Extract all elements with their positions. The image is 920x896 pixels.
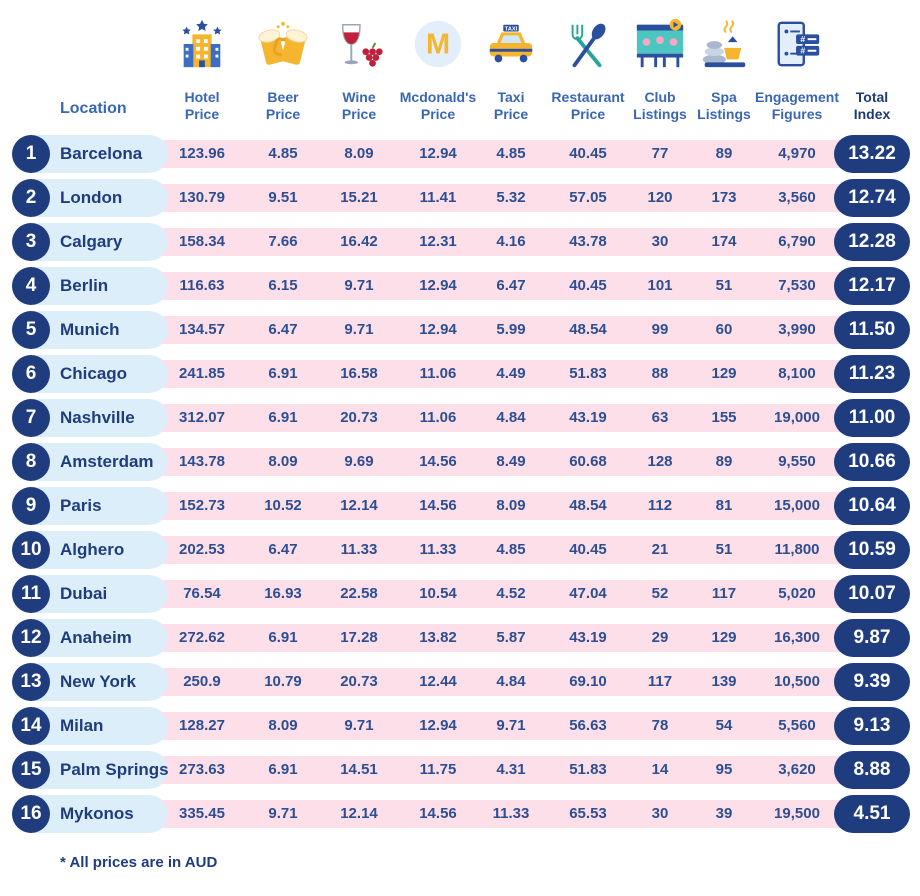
cell-beer: 10.52	[264, 497, 302, 514]
cell-taxi: 9.71	[496, 717, 526, 734]
taxi-icon	[483, 16, 539, 72]
cell-mcdonalds: 14.56	[419, 453, 457, 470]
cell-hotel: 158.34	[179, 233, 225, 250]
cell-taxi: 11.33	[492, 805, 530, 822]
cell-restaurant: 43.19	[569, 629, 607, 646]
cell-wine: 16.58	[340, 365, 378, 382]
rank-badge: 12	[12, 619, 50, 657]
cell-spa: 173	[711, 189, 737, 206]
cell-engagement: 6,790	[778, 233, 816, 250]
cell-wine: 8.09	[344, 145, 374, 162]
cell-club: 78	[651, 717, 669, 734]
cell-mcdonalds: 12.31	[419, 233, 457, 250]
table-row	[0, 267, 920, 305]
cell-beer: 4.85	[268, 145, 298, 162]
cell-spa: 129	[711, 365, 737, 382]
cell-beer: 10.79	[264, 673, 302, 690]
cell-engagement: 15,000	[774, 497, 820, 514]
table-row	[0, 135, 920, 173]
engagement-icon	[770, 16, 826, 72]
cell-club: 63	[651, 409, 669, 426]
cell-engagement: 8,100	[778, 365, 816, 382]
column-header-restaurant	[546, 86, 630, 126]
column-header-engagement-line: Engagement	[754, 89, 839, 105]
cell-restaurant: 43.19	[569, 409, 607, 426]
cell-mcdonalds: 11.06	[419, 409, 457, 426]
cell-wine: 17.28	[340, 629, 378, 646]
column-header-spa-line: Spa	[711, 89, 737, 105]
cell-restaurant: 47.04	[569, 585, 607, 602]
cell-taxi: 8.49	[496, 453, 526, 470]
column-header-taxi-line: Price	[493, 106, 529, 122]
cell-engagement: 5,020	[778, 585, 816, 602]
cell-club: 88	[651, 365, 669, 382]
cell-hotel: 335.45	[179, 805, 225, 822]
cell-spa: 51	[715, 277, 733, 294]
column-header-spa-line: Listings	[697, 106, 751, 122]
column-header-wine	[329, 86, 389, 126]
location-name: Calgary	[60, 232, 123, 251]
column-header-club	[630, 86, 690, 126]
table-row	[0, 707, 920, 745]
mcdonalds-icon	[410, 16, 466, 72]
cell-beer: 6.91	[268, 365, 298, 382]
total-index-badge: 10.66	[834, 443, 910, 481]
total-index-badge: 9.13	[834, 707, 910, 745]
cell-club: 14	[651, 761, 669, 778]
total-index-badge: 12.74	[834, 179, 910, 217]
table-row	[0, 223, 920, 261]
cell-beer: 7.66	[268, 233, 298, 250]
cell-hotel: 312.07	[179, 409, 225, 426]
rank-badge: 15	[12, 751, 50, 789]
cell-club: 112	[647, 497, 673, 514]
cell-mcdonalds: 10.54	[419, 585, 457, 602]
cell-beer: 6.15	[268, 277, 298, 294]
wine-icon	[332, 16, 388, 72]
cell-restaurant: 40.45	[569, 277, 607, 294]
cell-engagement: 3,990	[778, 321, 816, 338]
total-index-badge: 8.88	[834, 751, 910, 789]
cell-mcdonalds: 12.94	[419, 717, 457, 734]
location-name: Barcelona	[60, 144, 143, 163]
cell-taxi: 4.84	[496, 673, 526, 690]
cell-restaurant: 40.45	[569, 541, 607, 558]
cell-mcdonalds: 12.94	[419, 145, 457, 162]
column-header-total	[842, 86, 902, 126]
cell-wine: 14.51	[340, 761, 378, 778]
table-row	[0, 751, 920, 789]
table-row	[0, 399, 920, 437]
rank-badge: 13	[12, 663, 50, 701]
total-index-badge: 10.07	[834, 575, 910, 613]
location-name: Mykonos	[60, 804, 134, 823]
location-name: New York	[60, 672, 136, 691]
table-row	[0, 311, 920, 349]
location-name: Milan	[60, 716, 104, 735]
column-header-spa	[694, 86, 754, 126]
cell-taxi: 5.87	[496, 629, 526, 646]
rank-badge: 10	[12, 531, 50, 569]
cell-beer: 16.93	[264, 585, 302, 602]
location-name: Munich	[60, 320, 120, 339]
table-row	[0, 575, 920, 613]
cell-spa: 117	[711, 585, 737, 602]
cell-hotel: 272.62	[179, 629, 225, 646]
column-header-engagement-line: Figures	[771, 106, 823, 122]
cell-club: 101	[647, 277, 673, 294]
cell-taxi: 4.85	[496, 541, 526, 558]
rank-badge: 4	[12, 267, 50, 305]
cell-hotel: 128.27	[179, 717, 225, 734]
cell-taxi: 4.16	[496, 233, 526, 250]
column-header-total-line: Total	[855, 89, 889, 105]
location-name: Nashville	[60, 408, 135, 427]
cell-spa: 81	[715, 497, 733, 514]
column-header-hotel	[167, 86, 237, 126]
cell-mcdonalds: 13.82	[419, 629, 457, 646]
column-header-taxi-line: Taxi	[497, 89, 525, 105]
cell-beer: 6.47	[268, 321, 298, 338]
table-row	[0, 795, 920, 833]
rank-badge: 5	[12, 311, 50, 349]
cell-engagement: 4,970	[778, 145, 816, 162]
total-index-badge: 9.87	[834, 619, 910, 657]
cell-restaurant: 43.78	[569, 233, 607, 250]
rank-badge: 1	[12, 135, 50, 173]
cell-mcdonalds: 11.75	[419, 761, 457, 778]
cell-mcdonalds: 14.56	[419, 497, 457, 514]
cell-hotel: 250.9	[183, 673, 221, 690]
total-index-badge: 10.59	[834, 531, 910, 569]
rank-badge: 11	[12, 575, 50, 613]
cell-spa: 155	[711, 409, 737, 426]
cell-beer: 9.51	[268, 189, 298, 206]
cell-mcdonalds: 14.56	[419, 805, 457, 822]
rank-badge: 7	[12, 399, 50, 437]
rank-badge: 9	[12, 487, 50, 525]
cell-beer: 6.91	[268, 629, 298, 646]
cell-restaurant: 51.83	[569, 365, 607, 382]
cell-hotel: 116.63	[179, 277, 225, 294]
column-header-restaurant-line: Restaurant	[551, 89, 625, 105]
total-index-badge: 11.50	[834, 311, 910, 349]
cell-wine: 15.21	[340, 189, 378, 206]
taxi-sign-text: TAXI	[504, 26, 518, 33]
cell-beer: 8.09	[268, 453, 298, 470]
cell-engagement: 3,620	[778, 761, 816, 778]
column-header-wine-line: Wine	[342, 89, 376, 105]
cell-spa: 89	[715, 453, 733, 470]
cell-spa: 139	[711, 673, 737, 690]
rank-badge: 8	[12, 443, 50, 481]
cell-restaurant: 69.10	[569, 673, 607, 690]
table-row	[0, 663, 920, 701]
cell-taxi: 5.99	[496, 321, 526, 338]
club-icon	[632, 16, 688, 72]
column-header-beer-line: Beer	[267, 89, 299, 105]
cell-club: 30	[651, 805, 669, 822]
cell-engagement: 19,000	[774, 409, 820, 426]
cell-taxi: 5.32	[496, 189, 526, 206]
cell-engagement: 5,560	[778, 717, 816, 734]
cell-spa: 60	[715, 321, 733, 338]
cell-hotel: 273.63	[179, 761, 225, 778]
column-header-mcdonalds-line: Mcdonald's	[399, 89, 477, 105]
cell-taxi: 8.09	[496, 497, 526, 514]
cell-club: 77	[651, 145, 669, 162]
total-index-badge: 12.17	[834, 267, 910, 305]
table-row	[0, 443, 920, 481]
cell-engagement: 3,560	[778, 189, 816, 206]
rank-badge: 2	[12, 179, 50, 217]
engagement-tag-bottom: #	[800, 45, 806, 56]
beer-icon	[255, 16, 311, 72]
cell-club: 120	[647, 189, 673, 206]
mcdonalds-logo-letter: M	[425, 28, 451, 61]
cell-restaurant: 51.83	[569, 761, 607, 778]
cell-engagement: 7,530	[778, 277, 816, 294]
cell-wine: 9.71	[344, 321, 374, 338]
location-name: Chicago	[60, 364, 128, 383]
cell-wine: 9.69	[344, 453, 374, 470]
location-name: Palm Springs	[60, 760, 169, 779]
cell-wine: 12.14	[340, 497, 378, 514]
cell-club: 29	[651, 629, 669, 646]
cell-beer: 6.91	[268, 761, 298, 778]
column-header-beer	[253, 86, 313, 126]
cell-wine: 20.73	[340, 673, 378, 690]
table-row	[0, 179, 920, 217]
cell-taxi: 4.49	[496, 365, 526, 382]
location-name: Berlin	[60, 276, 109, 295]
cell-club: 21	[651, 541, 669, 558]
cell-wine: 20.73	[340, 409, 378, 426]
engagement-tag-top: #	[800, 34, 806, 45]
cell-restaurant: 65.53	[569, 805, 607, 822]
total-index-badge: 11.23	[834, 355, 910, 393]
cell-hotel: 143.78	[179, 453, 225, 470]
location-header: Location	[60, 100, 127, 117]
rank-badge: 16	[12, 795, 50, 833]
table-row	[0, 619, 920, 657]
column-header-wine-line: Price	[341, 106, 377, 122]
cell-hotel: 134.57	[179, 321, 225, 338]
cell-spa: 54	[715, 717, 733, 734]
cell-engagement: 11,800	[774, 541, 820, 558]
cell-engagement: 19,500	[774, 805, 820, 822]
cell-restaurant: 48.54	[569, 497, 607, 514]
cell-wine: 9.71	[344, 277, 374, 294]
table-row	[0, 487, 920, 525]
cell-taxi: 4.85	[496, 145, 526, 162]
cell-beer: 8.09	[268, 717, 298, 734]
table-row	[0, 531, 920, 569]
cell-club: 117	[647, 673, 673, 690]
cell-mcdonalds: 12.94	[419, 277, 457, 294]
location-name: London	[60, 188, 123, 207]
rank-badge: 3	[12, 223, 50, 261]
column-header-beer-line: Price	[265, 106, 301, 122]
cell-hotel: 202.53	[179, 541, 225, 558]
cell-club: 30	[651, 233, 669, 250]
cell-taxi: 4.31	[496, 761, 526, 778]
rank-badge: 6	[12, 355, 50, 393]
cell-wine: 9.71	[344, 717, 374, 734]
cell-restaurant: 40.45	[569, 145, 607, 162]
restaurant-icon	[560, 16, 616, 72]
column-header-club-line: Club	[644, 89, 676, 105]
spa-icon	[696, 16, 752, 72]
cell-taxi: 6.47	[496, 277, 526, 294]
cell-restaurant: 60.68	[569, 453, 607, 470]
total-index-badge: 9.39	[834, 663, 910, 701]
cell-mcdonalds: 11.41	[419, 189, 457, 206]
cell-spa: 89	[715, 145, 733, 162]
cell-taxi: 4.52	[496, 585, 526, 602]
column-header-engagement	[752, 86, 842, 126]
cell-hotel: 130.79	[179, 189, 225, 206]
column-header-taxi	[483, 86, 539, 126]
cell-restaurant: 48.54	[569, 321, 607, 338]
location-name: Anaheim	[60, 628, 132, 647]
cell-engagement: 16,300	[774, 629, 820, 646]
rank-badge: 14	[12, 707, 50, 745]
cell-spa: 39	[715, 805, 733, 822]
column-header-restaurant-line: Price	[570, 106, 606, 122]
cell-engagement: 9,550	[778, 453, 816, 470]
cell-wine: 11.33	[340, 541, 378, 558]
hotel-icon	[174, 16, 230, 72]
cell-mcdonalds: 11.06	[419, 365, 457, 382]
cell-wine: 22.58	[340, 585, 378, 602]
cell-spa: 95	[715, 761, 733, 778]
cell-hotel: 76.54	[183, 585, 221, 602]
column-header-club-line: Listings	[633, 106, 687, 122]
location-name: Amsterdam	[60, 452, 154, 471]
total-index-badge: 12.28	[834, 223, 910, 261]
cell-beer: 9.71	[268, 805, 298, 822]
cell-hotel: 123.96	[179, 145, 225, 162]
column-header-hotel-line: Hotel	[184, 89, 220, 105]
cell-engagement: 10,500	[774, 673, 820, 690]
cell-spa: 51	[715, 541, 733, 558]
total-index-badge: 11.00	[834, 399, 910, 437]
cell-taxi: 4.84	[496, 409, 526, 426]
cell-mcdonalds: 11.33	[419, 541, 457, 558]
table-row	[0, 355, 920, 393]
cell-spa: 129	[711, 629, 737, 646]
total-index-badge: 13.22	[834, 135, 910, 173]
cell-mcdonalds: 12.94	[419, 321, 457, 338]
location-name: Dubai	[60, 584, 108, 603]
cell-club: 128	[647, 453, 673, 470]
column-header-total-line: Index	[853, 106, 891, 122]
cell-beer: 6.47	[268, 541, 298, 558]
cell-wine: 12.14	[340, 805, 378, 822]
total-index-badge: 10.64	[834, 487, 910, 525]
column-header-mcdonalds	[396, 86, 480, 126]
cell-wine: 16.42	[340, 233, 378, 250]
cell-restaurant: 57.05	[569, 189, 607, 206]
footnote: * All prices are in AUD	[60, 854, 218, 871]
cell-club: 99	[651, 321, 669, 338]
column-header-hotel-line: Price	[184, 106, 220, 122]
location-name: Paris	[60, 496, 102, 515]
cell-beer: 6.91	[268, 409, 298, 426]
cell-spa: 174	[711, 233, 737, 250]
cell-mcdonalds: 12.44	[419, 673, 457, 690]
cell-club: 52	[651, 585, 669, 602]
column-header-mcdonalds-line: Price	[420, 106, 456, 122]
cell-hotel: 241.85	[179, 365, 225, 382]
location-name: Alghero	[60, 540, 125, 559]
cell-restaurant: 56.63	[569, 717, 607, 734]
cell-hotel: 152.73	[179, 497, 225, 514]
total-index-badge: 4.51	[834, 795, 910, 833]
